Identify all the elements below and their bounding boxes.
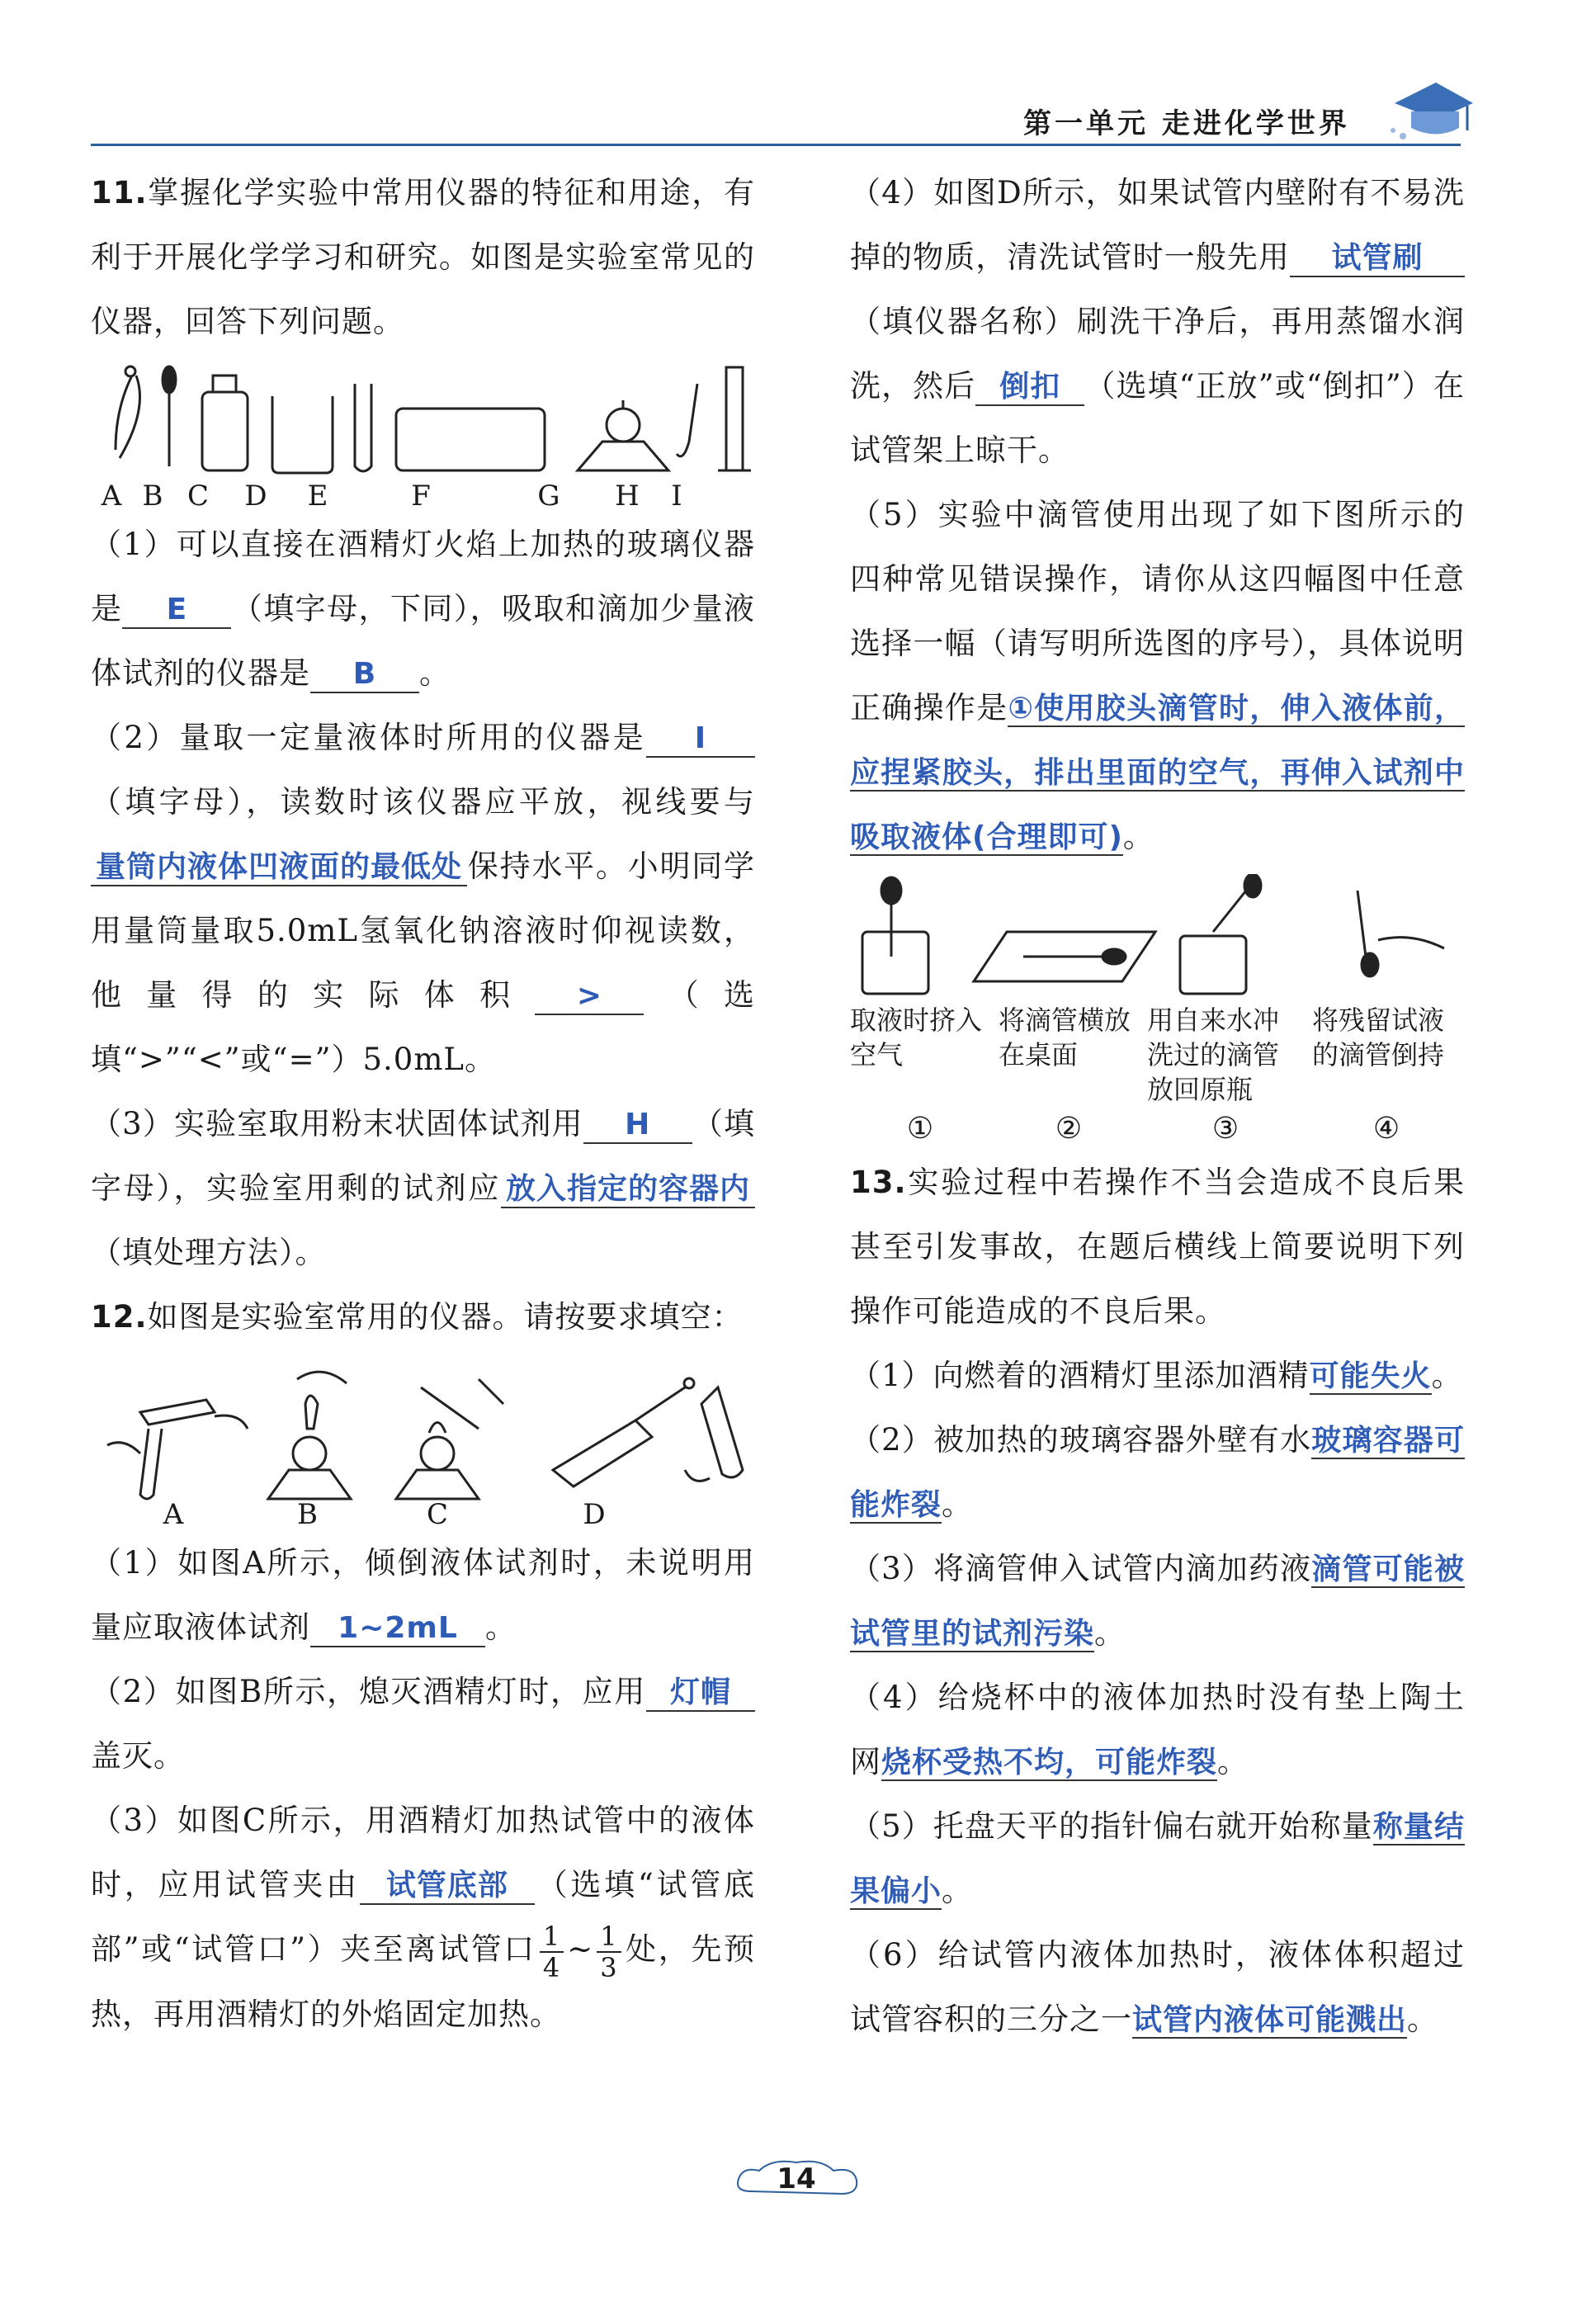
q13-p3-answer: 滴管可能被试管里的试剂污染 [850, 1552, 1465, 1651]
q11-instruments-figure [91, 359, 755, 483]
tilde: ~ [567, 1931, 594, 1967]
q12-p4-text-b: （填仪器名称）刷洗干净后，再用蒸馏水润洗，然后 [850, 304, 1465, 404]
frac1-num: 1 [540, 1921, 564, 1953]
q11-p2-text-d: （选填“>”“<”或“=”）5.0mL。 [91, 977, 756, 1077]
q13-p4-text: （4）给烧杯中的液体加热时没有垫上陶土网 [850, 1680, 1465, 1779]
q13-p3-text: （3）将滴管伸入试管内滴加药液 [850, 1551, 1312, 1586]
q13-p2-answer: 玻璃容器可能炸裂 [850, 1424, 1465, 1522]
q12-part2 [91, 1660, 755, 1789]
q12-p3-text-a: （3）如图C所示，用酒精灯加热试管中的液体时，应用试管夹由 [91, 1803, 755, 1902]
page-number-badge [726, 2154, 866, 2204]
q12-part1 [91, 1531, 755, 1660]
crucible-tongs-shape [116, 376, 140, 458]
q11-number: 11. [91, 175, 148, 210]
q13-part2 [850, 1408, 1465, 1537]
q13-p6-text: （6）给试管内液体加热时，液体体积超过试管容积的三分之一 [850, 1937, 1465, 2037]
fig-label-a: A [101, 480, 122, 513]
q13-p2-end: 。 [942, 1486, 974, 1522]
caption-2: 将滴管横放在桌面 [999, 1004, 1131, 1070]
q11-p3-text-b: （填字母），实验室用剩的试剂应 [91, 1106, 756, 1206]
q12-fig-label-c: C [426, 1498, 448, 1531]
unit-title: 第一单元 走进化学世界 [1023, 107, 1350, 140]
q13-p1-text: （1）向燃着的酒精灯里添加酒精 [850, 1358, 1310, 1393]
q11-p3-answer1: H [583, 1108, 692, 1144]
q11-p2-answer3: > [535, 979, 644, 1015]
q13-p4-end: 。 [1217, 1744, 1249, 1779]
q11-p1-answer2: B [310, 657, 419, 693]
q11-p2-text-c: 保持水平。小明同学用量筒量取5.0mL氢氧化钠溶液时仰视读数，他量得的实际体积 [91, 848, 755, 1013]
q13-p1-end: 。 [1431, 1358, 1463, 1393]
q12-p2-text-b: 盖灭。 [91, 1738, 185, 1774]
num-1: ① [906, 1112, 934, 1146]
q12-part4 [850, 161, 1465, 483]
q12-part5 [850, 483, 1465, 869]
q11-p3-text-c: （填处理方法）。 [91, 1235, 327, 1270]
q12-p4-answer1: 试管刷 [1290, 241, 1465, 277]
q13-p2-text: （2）被加热的玻璃容器外壁有水 [850, 1422, 1312, 1458]
q11-p1-answer1: E [122, 593, 231, 629]
q11-figure-labels [91, 480, 755, 513]
fig-label-e: E [307, 480, 328, 513]
q12-p4-text-c: （选填“正放”或“倒扣”）在试管架上晾干。 [850, 368, 1465, 468]
q11-part1 [91, 513, 755, 706]
q13-p4-answer: 烧杯受热不均，可能炸裂 [881, 1746, 1218, 1779]
q12-p4-answer2: 倒扣 [975, 370, 1084, 406]
q12-stem [91, 1285, 755, 1349]
q12-p2-text-a: （2）如图B所示，熄灭酒精灯时，应用 [91, 1674, 646, 1709]
q13-part5 [850, 1794, 1465, 1923]
dropper-errors-captions [850, 1003, 1465, 1107]
q12-p3-text-b: （选填“试管底部”或“试管口”）夹至离试管口 [91, 1867, 756, 1967]
q11-p2-answer2: 量筒内液体凹液面的最低处 [91, 850, 467, 886]
q13-stem [850, 1151, 1465, 1344]
q11-stem [91, 161, 755, 354]
q11-p2-text-a: （2）量取一定量液体时所用的仪器是 [91, 720, 646, 755]
fig-label-d: D [244, 480, 267, 513]
frac2-num: 1 [597, 1921, 621, 1953]
q11-part2 [91, 706, 755, 1092]
q13-p6-end: 。 [1407, 2001, 1439, 2037]
fig-label-c: C [187, 480, 209, 513]
q12-part3 [91, 1789, 755, 2047]
caption-1: 取液时挤入空气 [850, 1004, 983, 1070]
q13-stem-text: 实验过程中若操作不当会造成不良后果甚至引发事故，在题后横线上简要说明下列操作可能造成的不良后果。 [850, 1165, 1465, 1329]
q12-p5-text-b: 。 [1122, 819, 1155, 854]
fig-label-i: I [671, 480, 682, 513]
q12-p5-text-a: （5）实验中滴管使用出现了如下图所示的四种常见错误操作，请你从这四幅图中任意选择一幅（请写明所选图的序号），具体说明正确操作是 [850, 497, 1465, 725]
q11-p1-text-a: （1）可以直接在酒精灯火焰上加热的玻璃仪器是 [91, 527, 755, 626]
frac2-den: 3 [600, 1951, 618, 1983]
q13-p6-answer: 试管内液体可能溅出 [1132, 2003, 1408, 2037]
q13-p5-answer: 称量结果偏小 [850, 1810, 1465, 1908]
q11-part3 [91, 1092, 755, 1285]
right-column [850, 161, 1465, 2052]
frac1-den: 4 [542, 1951, 561, 1983]
fraction-one-quarter [540, 1921, 564, 1983]
q12-fig-label-b: B [297, 1498, 318, 1531]
q13-p5-end: 。 [942, 1873, 974, 1908]
q12-p2-answer: 灯帽 [646, 1675, 755, 1712]
q11-p3-text-a: （3）实验室取用粉末状固体试剂用 [91, 1106, 583, 1141]
num-4: ④ [1372, 1112, 1400, 1146]
caption-4: 将残留试液的滴管倒持 [1312, 1004, 1445, 1070]
caption-3: 用自来水冲洗过的滴管放回原瓶 [1147, 1004, 1280, 1105]
q13-number: 13. [850, 1165, 907, 1200]
q13-p5-text: （5）托盘天平的指针偏右就开始称量 [850, 1808, 1373, 1844]
q12-figure-labels [91, 1498, 755, 1531]
q11-p1-text-b: （填字母，下同），吸取和滴加少量液体试剂的仪器是 [91, 591, 756, 691]
q13-p3-end: 。 [1094, 1615, 1126, 1651]
q11-p1-text-c: 。 [419, 655, 451, 691]
q11-p2-answer1: I [646, 721, 755, 758]
fig-label-f: F [411, 480, 431, 513]
header-rule [91, 144, 1461, 146]
num-3: ③ [1211, 1112, 1239, 1146]
q13-part3 [850, 1537, 1465, 1666]
q12-fig-label-a: A [163, 1498, 184, 1531]
fig-label-h: H [615, 480, 640, 513]
q12-p3-answer: 试管底部 [360, 1869, 535, 1905]
q12-figure [91, 1354, 755, 1503]
dropper-errors-figure [850, 874, 1465, 998]
fig-label-g: G [537, 480, 560, 513]
q13-part6 [850, 1923, 1465, 2052]
q13-p1-answer: 可能失火 [1309, 1359, 1432, 1393]
q12-p5-answer: ①使用胶头滴管时，伸入液体前，应捏紧胶头，排出里面的空气，再伸入试剂中吸取液体(合理即可) [850, 692, 1465, 854]
q12-p4-text-a: （4）如图D所示，如果试管内壁附有不易洗掉的物质，清洗试管时一般先用 [850, 175, 1465, 275]
fig-label-b: B [142, 480, 163, 513]
q12-p1-text-b: 。 [485, 1609, 517, 1645]
dropper-errors-numbers [850, 1112, 1465, 1146]
page-number: 14 [777, 2162, 816, 2195]
q13-part4 [850, 1666, 1465, 1794]
q11-stem-text: 掌握化学实验中常用仪器的特征和用途，有利于开展化学学习和研究。如图是实验室常见的仪器，回答下列问题。 [91, 175, 755, 339]
q13-part1 [850, 1344, 1465, 1408]
q12-p3-text-c: 处，先预热，再用酒精灯的外焰固定加热。 [91, 1931, 756, 2032]
fraction-one-third [597, 1921, 621, 1983]
q12-fig-label-d: D [583, 1498, 606, 1531]
q11-p2-text-b: （填字母），读数时该仪器应平放，视线要与 [91, 784, 755, 820]
q12-p1-text-a: （1）如图A所示，倾倒液体试剂时，未说明用量应取液体试剂 [91, 1545, 755, 1645]
q12-p1-answer: 1~2mL [310, 1611, 485, 1647]
q12-stem-text: 如图是实验室常用的仪器。请按要求填空： [147, 1299, 744, 1335]
num-2: ② [1055, 1112, 1083, 1146]
q12-number: 12. [91, 1299, 148, 1335]
q11-p3-answer2: 放入指定的容器内 [501, 1172, 755, 1208]
graduation-cap-icon [1386, 66, 1477, 144]
left-column [91, 161, 755, 2047]
